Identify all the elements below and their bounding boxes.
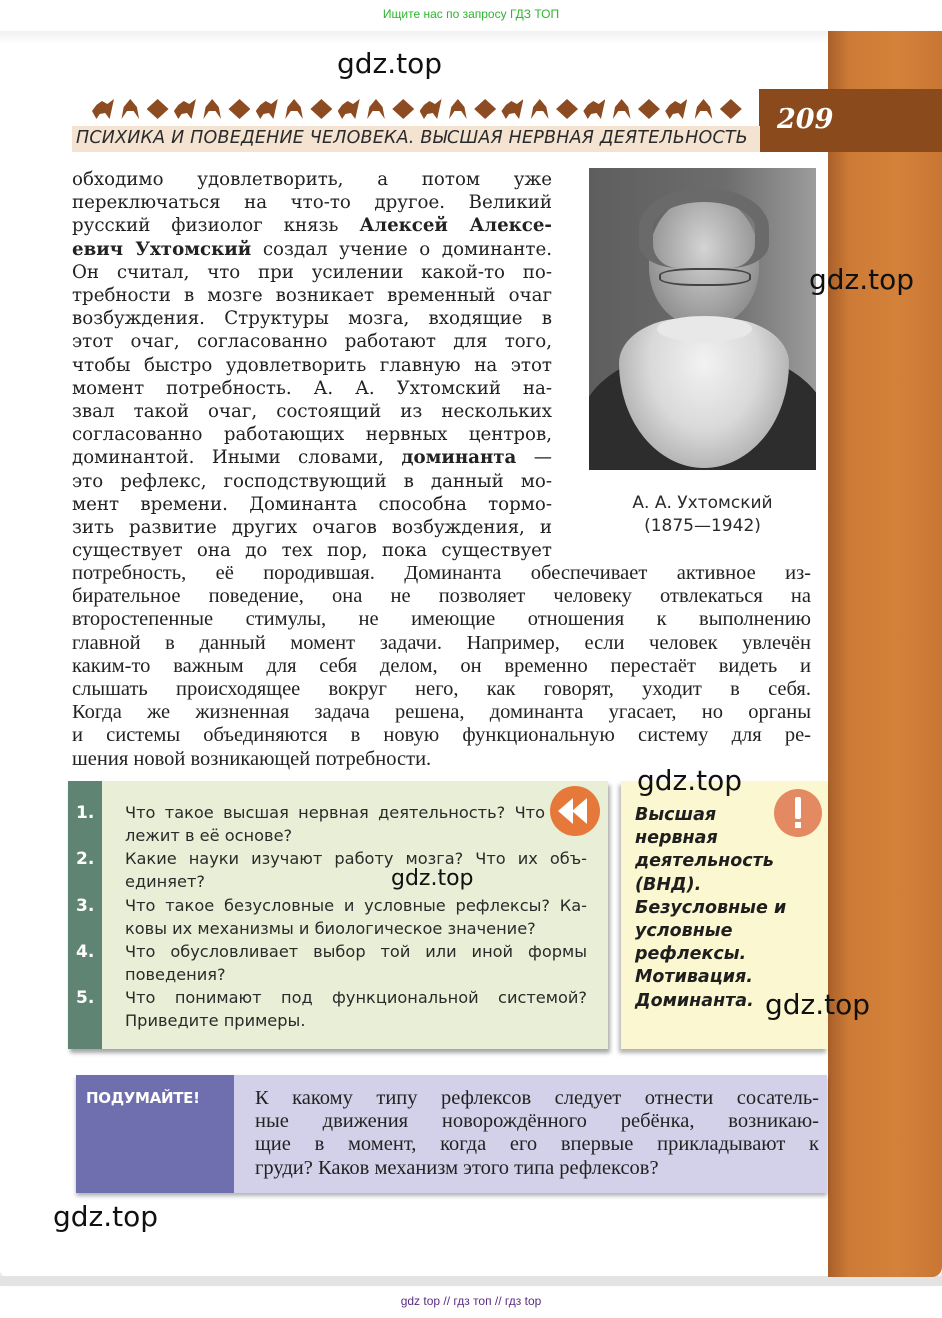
watermark: gdz.top — [637, 764, 743, 797]
key-terms-list — [635, 804, 786, 1013]
text-line: мент времени. Доминанта способна тормо- — [72, 493, 552, 515]
animal-silhouette-icon — [447, 99, 469, 119]
think-line: К какому типу рефлексов следует отнести сосатель- — [255, 1087, 819, 1109]
animal-silhouette-icon — [338, 99, 360, 119]
key-term: (ВНД). — [635, 874, 702, 895]
text-line: существует она до тех пор, пока существует — [72, 540, 552, 562]
portrait-moustache — [657, 316, 752, 342]
animal-silhouette-icon — [92, 99, 114, 119]
text-line: главной в данный момент задачи. Например, если человек увлечён — [72, 631, 811, 654]
question-line: лежит в её основе? — [125, 826, 293, 845]
think-question — [255, 1087, 819, 1180]
key-term: условные — [635, 921, 733, 942]
text-line: и системы объединяются в новую функциональную систему для ре- — [72, 724, 811, 747]
question-line: Что такое безусловные и условные рефлексы? Ка- — [125, 896, 587, 915]
think-label: ПОДУМАЙТЕ! — [86, 1089, 200, 1107]
question-line: ковы их механизмы и биологическое значение? — [125, 919, 536, 938]
question-line: Что понимают под функциональной системой? — [125, 988, 587, 1007]
top-banner: Ищите нас по запросу ГДЗ ТОП — [382, 7, 560, 21]
caption-name: А. А. Ухтомский — [632, 493, 773, 513]
text-segment: создал учение о доминанте. — [251, 238, 552, 260]
body-text-column — [72, 168, 552, 562]
text-line: это рефлекс, господствующий в данный мо- — [72, 470, 552, 492]
text-line: этот очаг, согласованно работают для того, — [72, 331, 552, 353]
animal-silhouette-icon — [501, 99, 523, 119]
animal-silhouette-icon — [283, 99, 305, 119]
question-text — [125, 847, 587, 893]
animal-silhouette-icon — [693, 99, 715, 119]
watermark: gdz.top — [809, 263, 915, 296]
text-segment: доминантой. Иными словами, — [72, 447, 402, 469]
text-line: требности в мозге возникает временный очаг — [72, 285, 552, 307]
animal-silhouette-icon — [392, 99, 414, 119]
text-segment: — — [516, 447, 552, 469]
animal-silhouette-icon — [365, 99, 387, 119]
page-top-shade — [0, 31, 828, 45]
question-text — [125, 894, 587, 940]
body-text-full-width — [72, 562, 811, 771]
animal-silhouette-icon — [174, 99, 196, 119]
page-number: 209 — [777, 104, 834, 135]
text-segment: русский физиолог князь — [72, 215, 360, 237]
question-number: 2. — [76, 849, 95, 869]
text-line — [72, 446, 552, 469]
question-line: Приведите примеры. — [125, 1011, 306, 1030]
key-term: Высшая — [635, 805, 717, 825]
text-line: шения новой возникающей потребности. — [72, 747, 432, 770]
bold-term: доминанта — [401, 447, 517, 469]
animal-silhouette-icon — [228, 99, 250, 119]
text-line: зить развитие других очагов возбуждения, и — [72, 517, 552, 539]
caption-years: (1875—1942) — [644, 516, 761, 536]
animal-silhouette-icon — [611, 99, 633, 119]
question-text — [125, 940, 587, 986]
portrait-hair — [639, 188, 769, 268]
rewind-icon — [550, 786, 600, 836]
watermark: gdz.top — [765, 988, 871, 1021]
watermark: gdz.top — [337, 47, 443, 80]
question-number: 5. — [76, 988, 95, 1008]
chapter-title: ПСИХИКА И ПОВЕДЕНИЕ ЧЕЛОВЕКА. ВЫСШАЯ НЕРВНАЯ ДЕЯТЕЛЬНОСТЬ — [76, 128, 748, 148]
bold-term: Алексей Алексе- — [359, 215, 552, 237]
text-line: бирательное поведение, она не позволяет человеку отвлекаться на — [72, 585, 811, 608]
rewind-triangle-2 — [572, 798, 587, 824]
think-line: груди? Каков механизм этого типа рефлексов? — [255, 1156, 659, 1179]
animal-silhouette-icon — [583, 99, 605, 119]
footer-links: gdz top // гдз топ // гдз top — [400, 1294, 542, 1308]
text-line — [72, 238, 552, 261]
animal-silhouette-icon — [201, 99, 223, 119]
question-line: Что такое высшая нервная деятельность? Что — [125, 803, 545, 822]
question-line: единяет? — [125, 872, 205, 891]
question-line: Какие науки изучают работу мозга? Что их объ- — [125, 849, 587, 868]
animal-silhouette-icon — [474, 99, 496, 119]
text-line: потребность, её породившая. Доминанта обеспечивает активное из- — [72, 562, 811, 584]
think-line: щие в момент, когда его впервые прикладывают к — [255, 1133, 819, 1156]
key-term: деятельность — [635, 851, 774, 872]
question-number: 1. — [76, 803, 95, 823]
animal-silhouette-icon — [147, 99, 169, 119]
animal-silhouette-icon — [638, 99, 660, 119]
animal-silhouette-icon — [529, 99, 551, 119]
text-line: возбуждения. Структуры мозга, входящие в — [72, 308, 552, 330]
portrait-caption — [589, 492, 816, 538]
text-line: каким-то важным для себя делом, он временно перестаёт видеть и — [72, 654, 811, 677]
question-text — [125, 801, 545, 847]
question-line: поведения? — [125, 965, 226, 984]
text-line: Он считал, что при усилении какой-то по- — [72, 261, 552, 283]
text-line: момент потребность. А. А. Ухтомский на- — [72, 377, 552, 399]
animal-silhouette-icon — [310, 99, 332, 119]
key-term: Доминанта. — [635, 990, 754, 1011]
portrait-glasses — [659, 268, 751, 286]
text-line: слышать происходящее вокруг него, как говорят, уходит в себя. — [72, 678, 811, 701]
portrait-photo — [589, 168, 816, 470]
text-line: второстепенные стимулы, не имеющие отношения к выполнению — [72, 608, 811, 631]
watermark: gdz.top — [391, 866, 474, 891]
key-term: Мотивация. — [635, 967, 753, 988]
text-line — [72, 214, 552, 237]
animal-silhouettes-ornament — [92, 93, 742, 119]
question-line: Что обусловливает выбор той или иной формы — [125, 942, 587, 961]
text-line: обходимо удовлетворить, а потом уже — [72, 169, 552, 190]
animal-silhouette-icon — [420, 99, 442, 119]
animal-silhouette-icon — [720, 99, 742, 119]
text-line: согласованно работающих нервных центров, — [72, 424, 552, 446]
page-edge-strip — [828, 31, 942, 1277]
question-text — [125, 986, 587, 1032]
question-number: 4. — [76, 942, 95, 962]
page-bottom-shade — [0, 1276, 942, 1286]
think-line: ные движения новорождённого ребёнка, возникаю- — [255, 1110, 819, 1133]
animal-silhouette-icon — [256, 99, 278, 119]
animal-silhouette-icon — [119, 99, 141, 119]
review-questions-box — [68, 781, 608, 1049]
watermark: gdz.top — [53, 1200, 159, 1233]
animal-silhouette-icon — [665, 99, 687, 119]
question-number: 3. — [76, 896, 95, 916]
animal-silhouette-icon — [556, 99, 578, 119]
rewind-triangle-1 — [558, 798, 573, 824]
key-term: рефлексы. — [635, 944, 747, 965]
key-term: Безусловные и — [635, 897, 787, 918]
text-line: звал такой очаг, состоящий из нескольких — [72, 401, 552, 423]
text-line: Когда же жизненная задача решена, доминанта угасает, но органы — [72, 701, 811, 724]
bold-term: евич Ухтомский — [72, 238, 252, 260]
text-line: чтобы быстро удовлетворить главную на этот — [72, 354, 552, 376]
key-term: нервная — [635, 828, 718, 849]
text-line: переключаться на что-то другое. Великий — [72, 192, 552, 214]
